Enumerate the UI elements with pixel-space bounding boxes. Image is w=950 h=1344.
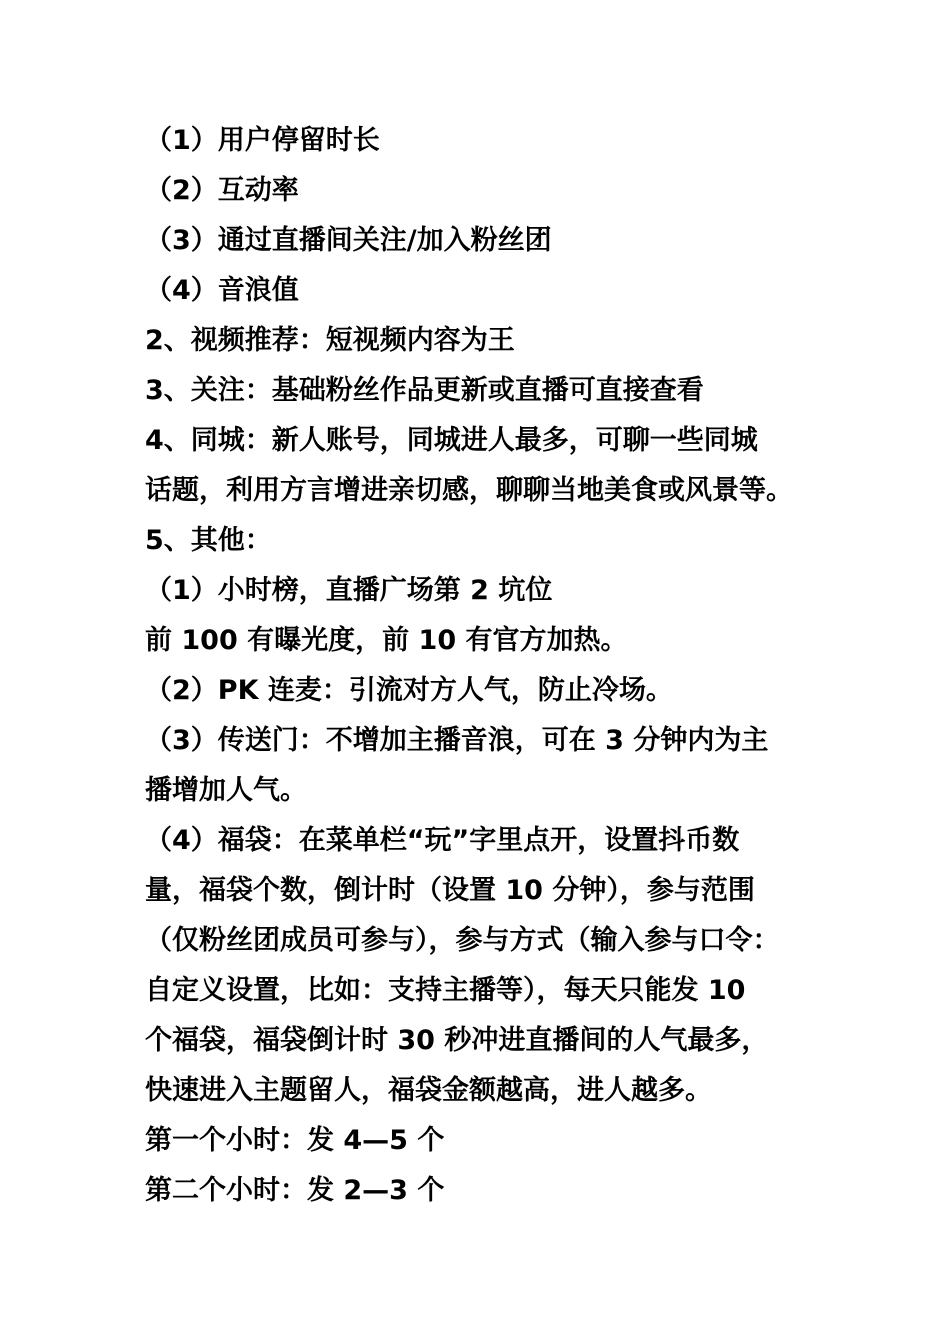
text-line: （4）福袋：在菜单栏“玩”字里点开，设置抖币数 [145,825,740,856]
text-line: （3）通过直播间关注/加入粉丝团 [145,225,552,256]
text-line: （2）互动率 [145,175,299,206]
document-body [145,116,835,1216]
text-line: 第二个小时：发 2—3 个 [145,1175,445,1206]
text-line: （3）传送门：不增加主播音浪，可在 3 分钟内为主 [145,725,769,756]
text-line: 第一个小时：发 4—5 个 [145,1125,445,1156]
text-line: 话题，利用方言增进亲切感，聊聊当地美食或风景等。 [145,475,793,506]
text-line: 4、同城：新人账号，同城进人最多，可聊一些同城 [145,425,758,456]
text-line: 播增加人气。 [145,775,307,806]
text-line: 量，福袋个数，倒计时（设置 10 分钟），参与范围 [145,875,755,906]
text-line: 3、关注：基础粉丝作品更新或直播可直接查看 [145,375,704,406]
text-line: （1）用户停留时长 [145,125,380,156]
text-line: （4）音浪值 [145,275,299,306]
text-line: 前 100 有曝光度，前 10 有官方加热。 [145,625,628,656]
text-line: （仅粉丝团成员可参与），参与方式（输入参与口令： [145,925,780,956]
text-line: 快速进入主题留人，福袋金额越高，进人越多。 [145,1075,712,1106]
text-line: 自定义设置，比如：支持主播等），每天只能发 10 [145,975,746,1006]
text-line: 5、其他： [145,525,272,556]
text-line: 2、视频推荐：短视频内容为王 [145,325,515,356]
text-line: （2）PK 连麦：引流对方人气，防止冷场。 [145,675,673,706]
text-line: （1）小时榜，直播广场第 2 坑位 [145,575,553,606]
text-line: 个福袋，福袋倒计时 30 秒冲进直播间的人气最多， [145,1025,769,1056]
